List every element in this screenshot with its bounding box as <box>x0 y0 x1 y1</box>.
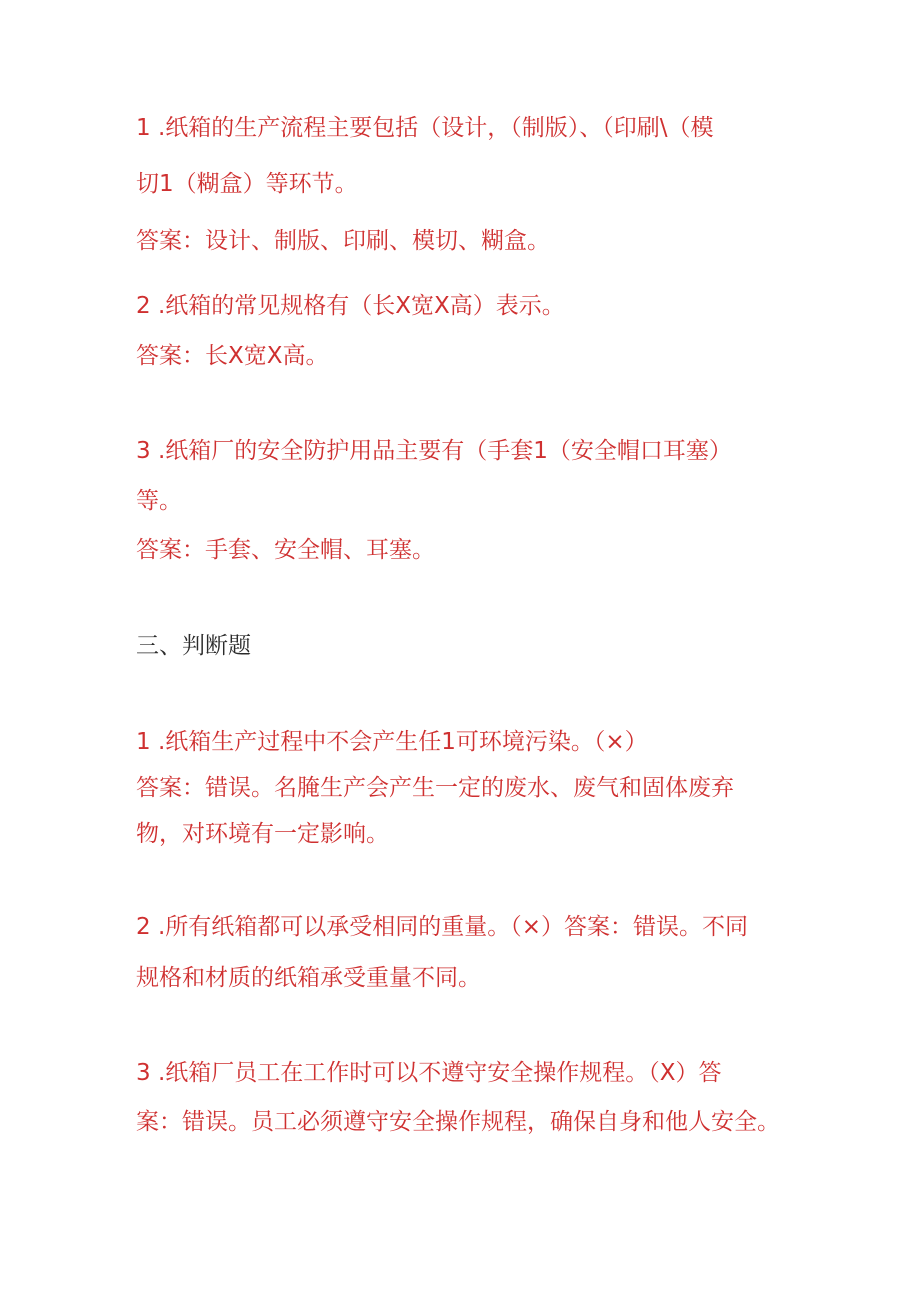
tf-q1-answer: 答案：错误。名腌生产会产生一定的废水、废气和固体废弃 <box>136 775 734 801</box>
fill-q2-text: 2 .纸箱的常见规格有（长X宽X高）表示。 <box>136 293 565 319</box>
fill-q1-text-cont: 切1（糊盒）等环节。 <box>136 171 358 197</box>
tf-q1-text: 1 .纸箱生产过程中不会产生任1可环境污染。（×） <box>136 729 648 755</box>
fill-q2-answer: 答案：长X宽X高。 <box>136 343 329 369</box>
section-title: 三、判断题 <box>136 633 251 659</box>
tf-q2-text: 2 .所有纸箱都可以承受相同的重量。（×）答案：错误。不同 <box>136 914 749 940</box>
tf-q2-text-cont: 规格和材质的纸箱承受重量不同。 <box>136 965 481 991</box>
fill-q3-answer: 答案：手套、安全帽、耳塞。 <box>136 537 435 563</box>
fill-q1-text: 1 .纸箱的生产流程主要包括（设计，（制版）、（印刷\（模 <box>136 115 714 141</box>
tf-q3-text-cont: 案：错误。员工必须遵守安全操作规程，确保自身和他人安全。 <box>136 1109 780 1135</box>
fill-q3-text-cont: 等。 <box>136 488 182 514</box>
tf-q3-text: 3 .纸箱厂员工在工作时可以不遵守安全操作规程。（X）答 <box>136 1060 722 1086</box>
fill-q3-text: 3 .纸箱厂的安全防护用品主要有（手套1（安全帽口耳塞） <box>136 438 732 464</box>
tf-q1-answer-cont: 物，对环境有一定影响。 <box>136 821 389 847</box>
fill-q1-answer: 答案：设计、制版、印刷、模切、糊盒。 <box>136 228 550 254</box>
